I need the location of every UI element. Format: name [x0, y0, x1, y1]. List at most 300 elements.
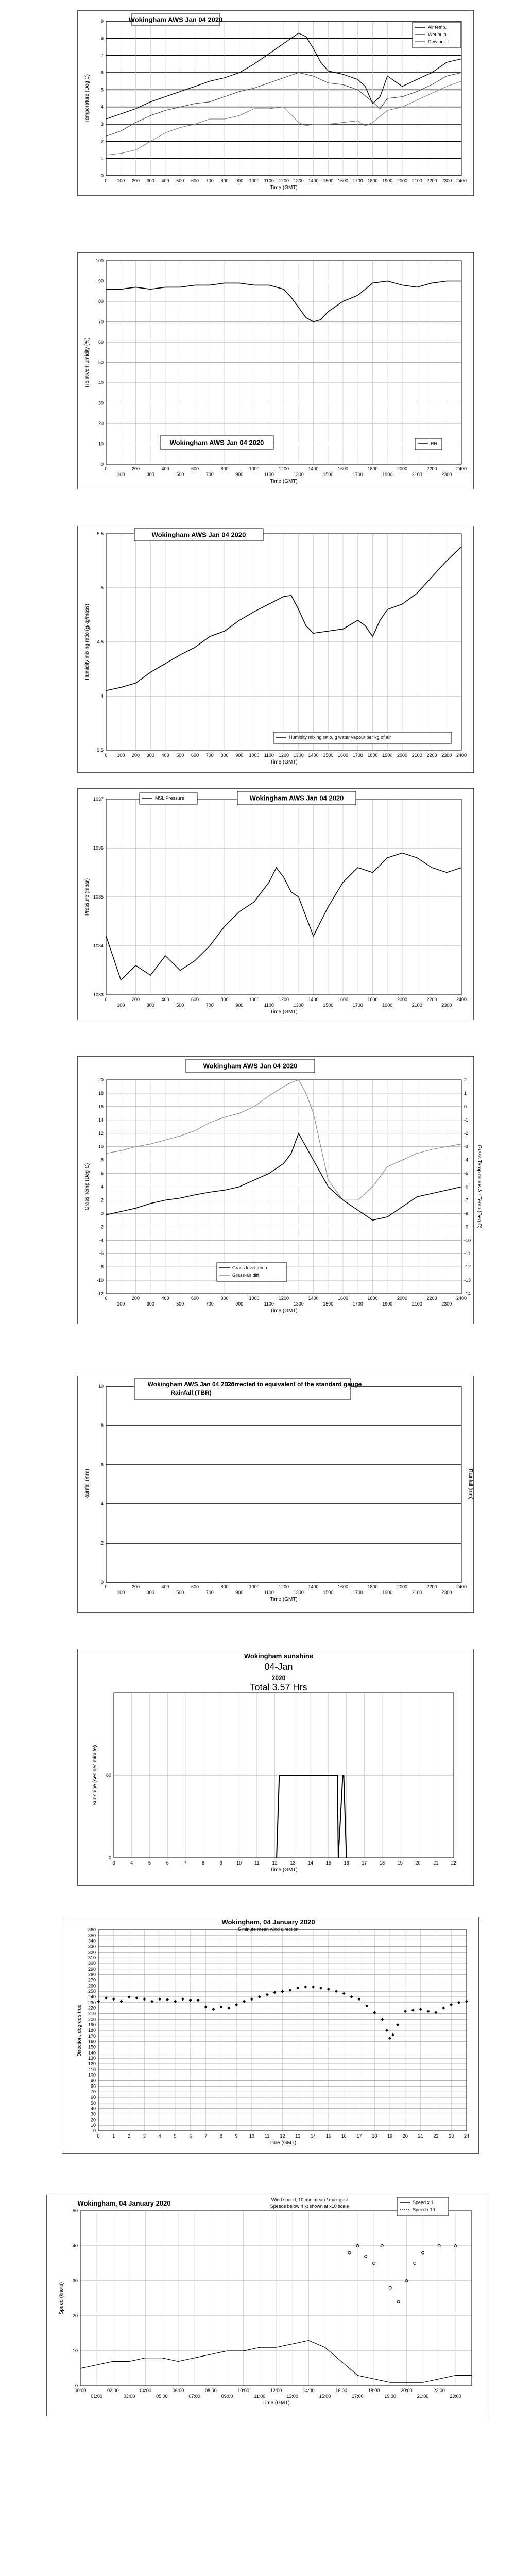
temperature-chart-svg: [78, 11, 474, 196]
direction-point: [166, 1998, 169, 2001]
direction-point: [327, 1988, 330, 1991]
x-tick-label: 20: [402, 2133, 408, 2139]
y-tick-label: 150: [88, 2044, 96, 2050]
x-tick-label: 500: [176, 178, 184, 183]
y-tick-label: 4: [100, 1501, 104, 1506]
direction-point: [411, 2009, 415, 2012]
series-sunshine: [277, 1775, 347, 1858]
x-tick-label: 1200: [278, 753, 289, 758]
chart-year: 2020: [271, 1674, 286, 1682]
x-tick-label: 18:00: [368, 2388, 380, 2393]
y-tick-label: 8: [100, 36, 104, 41]
x-tick-label: 2000: [397, 178, 408, 183]
x-tick-label: 5: [148, 1860, 151, 1866]
legend-entry: Air temp.: [428, 25, 447, 30]
x-tick-label: 1200: [278, 178, 289, 183]
legend-entry: MSL Pressure: [155, 795, 184, 801]
y-tick-label: 70: [98, 319, 104, 325]
direction-point: [457, 2001, 460, 2004]
x-axis-label: Time (GMT): [270, 1597, 298, 1602]
chart-subtitle: 5 minute mean wind direction: [238, 1927, 299, 1932]
y-tick-label: 280: [88, 1972, 96, 1977]
y-tick-label: 5.5: [97, 531, 104, 536]
x-tick-label: 4: [130, 1860, 133, 1866]
x-tick-label: 1700: [352, 472, 363, 477]
x-tick-label: 2100: [411, 1301, 422, 1307]
x-tick-label: 2200: [426, 1296, 437, 1301]
y-axis-label: Sunshine (sec per minute): [92, 1745, 98, 1806]
y-tick-label: 50: [72, 2208, 78, 2213]
y-tick-label: 16: [98, 1104, 104, 1109]
y-tick-label: 3: [100, 122, 104, 127]
y-tick-label: -10: [96, 1278, 104, 1283]
x-tick-label: 500: [176, 472, 184, 477]
x-tick-label: 02:00: [107, 2388, 119, 2393]
direction-point: [296, 1987, 299, 1990]
y-tick-label: 14: [98, 1117, 104, 1123]
x-tick-label: 400: [161, 997, 169, 1002]
x-tick-label: 2300: [441, 472, 452, 477]
direction-point: [266, 1993, 269, 1996]
y-tick-label: 130: [88, 2056, 96, 2061]
x-tick-label: 13:00: [286, 2394, 298, 2399]
y-tick-label: 0: [100, 1580, 104, 1585]
wind-direction-chart: [62, 1917, 479, 2154]
x-tick-label: 1000: [249, 466, 260, 471]
y-tick-label: 240: [88, 1994, 96, 1999]
y-axis-label: Relative Humidity (%): [84, 337, 90, 387]
x-tick-label: 00:00: [74, 2388, 87, 2393]
x-tick-label: 1300: [293, 753, 304, 758]
y-tick-label: 160: [88, 2039, 96, 2044]
x-tick-label: 400: [161, 1296, 169, 1301]
x-tick-label: 200: [131, 997, 140, 1002]
x-tick-label: 2400: [456, 178, 467, 183]
direction-point: [357, 1997, 360, 2001]
x-tick-label: 0: [105, 178, 108, 183]
humidity-chart: [77, 252, 474, 489]
x-tick-label: 2000: [397, 1584, 408, 1589]
y2-tick-label: 0: [464, 1104, 467, 1109]
direction-point: [181, 1997, 184, 2001]
x-tick-label: 800: [220, 753, 229, 758]
x-tick-label: 0: [105, 753, 108, 758]
y2-tick-label: -2: [464, 1130, 469, 1136]
x-tick-label: 10:00: [237, 2388, 249, 2393]
direction-point: [158, 1997, 161, 2001]
x-tick-label: 0: [105, 466, 108, 471]
x-tick-label: 05:00: [156, 2394, 168, 2399]
speed-div10-point: [348, 2251, 351, 2254]
x-tick-label: 1900: [382, 1590, 393, 1595]
x-tick-label: 600: [191, 466, 199, 471]
x-tick-label: 800: [220, 997, 229, 1002]
y-tick-label: -12: [96, 1291, 104, 1296]
x-tick-label: 15: [325, 2133, 331, 2139]
legend-entry: Humidity mixing ratio, g water vapour per kg of air: [289, 735, 391, 740]
speed-div10-point: [397, 2300, 400, 2303]
mixing-ratio-chart: [77, 526, 474, 773]
y-axis-label: Speed (knots): [59, 2282, 64, 2315]
y-tick-label: 210: [88, 2011, 96, 2016]
chart-subtitle: Rainfall (TBR): [170, 1389, 212, 1396]
y-tick-label: 4: [100, 1184, 104, 1190]
temperature-chart: [77, 10, 474, 196]
x-tick-label: 2000: [397, 753, 408, 758]
x-tick-label: 2200: [426, 997, 437, 1002]
x-tick-label: 1200: [278, 1584, 289, 1589]
y-tick-label: 360: [88, 1927, 96, 1933]
x-tick-label: 3: [143, 2133, 146, 2139]
y-tick-label: 170: [88, 2033, 96, 2039]
x-tick-label: 1500: [323, 1590, 334, 1595]
x-tick-label: 900: [235, 753, 244, 758]
wind-direction-chart-svg: [62, 1917, 479, 2154]
x-axis-label: Time (GMT): [268, 2140, 297, 2146]
y-tick-label: 8: [100, 1157, 104, 1163]
y-tick-label: 190: [88, 2022, 96, 2028]
x-tick-label: 1200: [278, 997, 289, 1002]
x-tick-label: 6: [166, 1860, 169, 1866]
x-tick-label: 4: [158, 2133, 161, 2139]
y2-tick-label: -11: [464, 1251, 471, 1257]
sunshine-chart-svg: [78, 1649, 474, 1886]
x-tick-label: 900: [235, 178, 244, 183]
y-tick-label: 40: [90, 2106, 96, 2111]
x-tick-label: 1100: [264, 1590, 274, 1595]
x-tick-label: 1600: [337, 1584, 349, 1589]
y-tick-label: 50: [98, 360, 104, 365]
x-tick-label: 200: [131, 1584, 140, 1589]
y-tick-label: 220: [88, 2005, 96, 2011]
mixing-ratio-chart-svg: [78, 526, 474, 773]
y2-tick-label: -3: [464, 1144, 469, 1149]
x-tick-label: 2100: [411, 1003, 422, 1008]
x-tick-label: 1700: [352, 178, 363, 183]
y-tick-label: 90: [90, 2078, 96, 2083]
y-tick-label: 4: [100, 104, 104, 110]
y2-tick-label: -7: [464, 1197, 469, 1203]
humidity-chart-svg: [78, 253, 474, 490]
legend-entry: Speed / 10: [413, 2207, 435, 2212]
direction-point: [235, 2003, 238, 2006]
x-tick-label: 2100: [411, 472, 422, 477]
x-tick-label: 1800: [367, 753, 378, 758]
y-tick-label: 6: [100, 1462, 104, 1467]
x-tick-label: 700: [205, 472, 214, 477]
y-tick-label: 320: [88, 1950, 96, 1955]
sunshine-chart: [77, 1649, 474, 1886]
y-tick-label: 230: [88, 1999, 96, 2005]
x-tick-label: 1600: [337, 753, 349, 758]
x-tick-label: 22: [451, 1860, 457, 1866]
x-tick-label: 2000: [397, 466, 408, 471]
x-tick-label: 1400: [308, 1296, 319, 1301]
y2-tick-label: 1: [464, 1090, 467, 1096]
x-tick-label: 13: [290, 1860, 296, 1866]
y-tick-label: 5: [100, 87, 104, 93]
x-tick-label: 1900: [382, 1301, 393, 1307]
x-axis-label: Time (GMT): [270, 1867, 298, 1873]
y-tick-label: 290: [88, 1966, 96, 1972]
x-tick-label: 13: [295, 2133, 301, 2139]
x-tick-label: 19: [397, 1860, 403, 1866]
x-tick-label: 300: [146, 1590, 154, 1595]
direction-point: [197, 1999, 200, 2002]
x-tick-label: 500: [176, 1590, 184, 1595]
y-tick-label: 250: [88, 1989, 96, 1994]
y-tick-label: 50: [90, 2100, 96, 2106]
y-tick-label: 20: [90, 2117, 96, 2123]
x-tick-label: 600: [191, 753, 199, 758]
x-tick-label: 2100: [411, 1590, 422, 1595]
x-tick-label: 1400: [308, 1584, 319, 1589]
direction-point: [396, 2023, 399, 2026]
direction-point: [388, 2037, 391, 2040]
y-tick-label: 7: [100, 53, 104, 58]
x-tick-label: 1100: [264, 472, 274, 477]
x-tick-label: 14: [308, 1860, 314, 1866]
x-tick-label: 16:00: [335, 2388, 347, 2393]
x-tick-label: 1800: [367, 466, 378, 471]
x-tick-label: 2300: [441, 753, 452, 758]
direction-point: [381, 2018, 384, 2021]
x-tick-label: 1500: [323, 1301, 334, 1307]
y-tick-label: 0: [108, 1855, 111, 1860]
legend-entry: Dew point: [428, 39, 449, 44]
x-tick-label: 1900: [382, 472, 393, 477]
x-tick-label: 300: [146, 472, 154, 477]
x-tick-label: 18: [380, 1860, 385, 1866]
x-tick-label: 2300: [441, 178, 452, 183]
x-tick-label: 600: [191, 1584, 199, 1589]
x-tick-label: 1200: [278, 466, 289, 471]
y2-tick-label: -10: [464, 1238, 471, 1243]
x-tick-label: 1100: [264, 1301, 274, 1307]
x-tick-label: 1500: [323, 753, 334, 758]
y-tick-label: 20: [98, 1077, 104, 1082]
chart-note: Speeds below 4 kt shown at x10 scale: [270, 2204, 349, 2209]
x-axis-label: Time (GMT): [270, 1308, 298, 1314]
x-tick-label: 100: [117, 178, 125, 183]
x-tick-label: 400: [161, 1584, 169, 1589]
x-tick-label: 23:00: [450, 2394, 461, 2399]
x-tick-label: 1: [112, 2133, 115, 2139]
x-tick-label: 1800: [367, 178, 378, 183]
x-tick-label: 2000: [397, 1296, 408, 1301]
y-tick-label: 1033: [93, 992, 104, 997]
y-tick-label: 350: [88, 1933, 96, 1938]
x-tick-label: 2400: [456, 466, 467, 471]
x-tick-label: 900: [235, 1003, 244, 1008]
y-axis-label: Direction, degrees true: [77, 2004, 82, 2057]
pressure-chart: [77, 788, 474, 1020]
x-tick-label: 08:00: [205, 2388, 217, 2393]
x-tick-label: 1800: [367, 997, 378, 1002]
y-tick-label: 6: [100, 70, 104, 75]
chart-title: Wokingham, 04 January 2020: [77, 2199, 171, 2207]
x-tick-label: 2200: [426, 753, 437, 758]
y-tick-label: 2: [100, 1197, 104, 1203]
y2-tick-label: -13: [464, 1278, 471, 1283]
x-tick-label: 8: [202, 1860, 205, 1866]
x-tick-label: 19: [387, 2133, 393, 2139]
x-tick-label: 06:00: [172, 2388, 184, 2393]
x-tick-label: 2300: [441, 1590, 452, 1595]
x-tick-label: 400: [161, 466, 169, 471]
y-tick-label: 330: [88, 1944, 96, 1950]
x-tick-label: 600: [191, 1296, 199, 1301]
x-tick-label: 1600: [337, 997, 349, 1002]
x-tick-label: 1900: [382, 178, 393, 183]
x-tick-label: 9: [219, 1860, 222, 1866]
y2-tick-label: -6: [464, 1184, 469, 1190]
x-tick-label: 100: [117, 472, 125, 477]
y-tick-label: 80: [98, 299, 104, 304]
y-tick-label: 140: [88, 2050, 96, 2056]
x-tick-label: 1700: [352, 753, 363, 758]
x-tick-label: 2: [128, 2133, 131, 2139]
x-tick-label: 01:00: [91, 2394, 102, 2399]
grass-temp-chart: [77, 1056, 482, 1324]
x-tick-label: 400: [161, 178, 169, 183]
y2-tick-label: -4: [464, 1157, 469, 1163]
legend-entry: RH: [431, 441, 437, 446]
x-tick-label: 2200: [426, 466, 437, 471]
x-tick-label: 0: [105, 1296, 108, 1301]
x-axis-label: Time (GMT): [270, 759, 298, 765]
y-tick-label: 120: [88, 2061, 96, 2066]
legend-entry: Grass level temp: [232, 1265, 267, 1270]
chart-title: Wokingham AWS Jan 04 2020: [151, 531, 246, 539]
x-tick-label: 3: [112, 1860, 115, 1866]
x-tick-label: 7: [204, 2133, 208, 2139]
x-axis-label: Time (GMT): [270, 185, 298, 191]
direction-point: [128, 1995, 131, 1998]
chart-total: Total 3.57 Hrs: [250, 1682, 307, 1692]
direction-point: [112, 1997, 115, 2001]
y-tick-label: 4: [100, 693, 104, 699]
y-tick-label: 12: [98, 1130, 104, 1136]
x-axis-label: Time (GMT): [270, 1009, 298, 1015]
legend-entry: Speed x 1: [413, 2200, 434, 2205]
x-tick-label: 900: [235, 1301, 244, 1307]
direction-point: [250, 1997, 253, 2001]
y2-tick-label: -12: [464, 1264, 471, 1270]
y-tick-label: 70: [90, 2089, 96, 2095]
x-tick-label: 500: [176, 1003, 184, 1008]
x-tick-label: 2400: [456, 1584, 467, 1589]
y-tick-label: 5: [100, 585, 104, 590]
chart-title: Wokingham AWS Jan 04 2020: [147, 1381, 235, 1388]
x-axis-label: Time (GMT): [270, 479, 298, 484]
x-tick-label: 1900: [382, 753, 393, 758]
x-tick-label: 23: [449, 2133, 454, 2139]
x-tick-label: 1700: [352, 1301, 363, 1307]
x-tick-label: 16: [341, 2133, 347, 2139]
direction-point: [404, 2010, 407, 2013]
x-tick-label: 200: [131, 178, 140, 183]
x-tick-label: 1100: [264, 1003, 274, 1008]
x-tick-label: 1000: [249, 753, 260, 758]
direction-point: [258, 1995, 261, 1998]
x-tick-label: 300: [146, 1003, 154, 1008]
speed-div10-point: [365, 2255, 367, 2258]
x-tick-label: 5: [174, 2133, 177, 2139]
direction-point: [319, 1987, 322, 1990]
direction-point: [227, 2007, 230, 2010]
x-tick-label: 1900: [382, 1003, 393, 1008]
x-tick-label: 11: [254, 1860, 260, 1866]
x-tick-label: 2200: [426, 178, 437, 183]
x-tick-label: 1500: [323, 1003, 334, 1008]
x-tick-label: 1800: [367, 1296, 378, 1301]
x-tick-label: 700: [205, 178, 214, 183]
x-tick-label: 17: [362, 1860, 367, 1866]
y2-tick-label: -1: [464, 1117, 469, 1123]
x-tick-label: 22: [433, 2133, 439, 2139]
x-tick-label: 100: [117, 1301, 125, 1307]
y-tick-label: 30: [90, 2111, 96, 2117]
y-axis-label: Temperature (Deg C): [84, 74, 90, 123]
x-tick-label: 21:00: [417, 2394, 429, 2399]
x-tick-label: 1800: [367, 1584, 378, 1589]
direction-point: [427, 2010, 430, 2013]
x-tick-label: 900: [235, 472, 244, 477]
x-tick-label: 17:00: [352, 2394, 364, 2399]
y-tick-label: 20: [98, 421, 104, 426]
chart-title: Wokingham, 04 January 2020: [221, 1918, 315, 1926]
wind-speed-chart-svg: [47, 2195, 490, 2417]
x-tick-label: 1100: [264, 178, 274, 183]
x-tick-label: 200: [131, 753, 140, 758]
chart-subtitle: Wind speed, 10 min mean / max gust: [271, 2197, 348, 2202]
x-tick-label: 07:00: [188, 2394, 200, 2399]
y-tick-label: 2: [100, 139, 104, 144]
x-tick-label: 1600: [337, 466, 349, 471]
x-tick-label: 1100: [264, 753, 274, 758]
x-tick-label: 2100: [411, 753, 422, 758]
y-axis-label: Grass Temp (Deg C): [84, 1163, 90, 1211]
x-tick-label: 17: [356, 2133, 362, 2139]
x-tick-label: 2100: [411, 178, 422, 183]
x-tick-label: 800: [220, 178, 229, 183]
direction-point: [342, 1992, 346, 1995]
x-tick-label: 2400: [456, 1296, 467, 1301]
y-axis-label: Pressure (mbar): [84, 878, 90, 916]
x-tick-label: 22:00: [433, 2388, 445, 2393]
y-tick-label: 60: [90, 2095, 96, 2100]
x-tick-label: 24: [464, 2133, 470, 2139]
rainfall-chart-svg: [78, 1376, 474, 1613]
x-tick-label: 700: [205, 1590, 214, 1595]
y-axis-label: Humidity mixing ratio (g/kg/mass): [84, 604, 90, 680]
chart-title: Wokingham AWS Jan 04 2020: [169, 438, 264, 447]
x-tick-label: 200: [131, 1296, 140, 1301]
x-tick-label: 21: [433, 1860, 439, 1866]
direction-point: [143, 1997, 146, 2001]
y-tick-label: 90: [98, 278, 104, 284]
y2-tick-label: -5: [464, 1171, 469, 1176]
x-tick-label: 1400: [308, 753, 319, 758]
x-tick-label: 18: [372, 2133, 377, 2139]
x-tick-label: 2400: [456, 753, 467, 758]
x-tick-label: 15:00: [319, 2394, 331, 2399]
direction-point: [442, 2007, 445, 2010]
x-tick-label: 1500: [323, 472, 334, 477]
y-tick-label: 4.5: [97, 639, 104, 645]
y-tick-label: 300: [88, 1961, 96, 1966]
